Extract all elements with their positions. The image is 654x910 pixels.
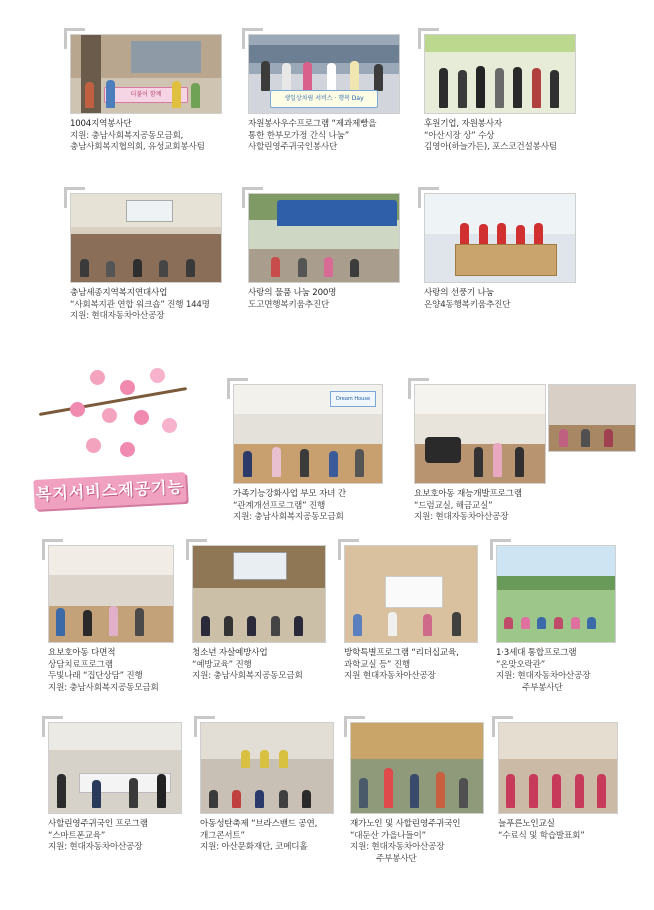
card-family-relationship: [233, 384, 383, 524]
photo-banner: Dream House: [330, 391, 376, 407]
cherry-blossom-illustration: [30, 360, 200, 470]
photo-christmas-concert: [200, 722, 334, 814]
section-title: 복지서비스제공기능: [35, 477, 185, 504]
photo-smartphone-class: [48, 722, 182, 814]
photo-workshop-hall: [70, 193, 222, 283]
card-sponsor-award: [424, 34, 576, 154]
photo-outdoor-games: [496, 545, 616, 643]
photo-counseling-class: [48, 545, 174, 643]
card-talent-program: [414, 384, 546, 524]
photo-lecture-hall: [192, 545, 326, 643]
caption: 요보호아동 재능개발프로그램 “드럼교실, 해금교실” 지원: 현대자동차아산공장: [414, 489, 522, 523]
card-fan-sharing: [424, 193, 576, 311]
card-welfare-workshop: [70, 193, 222, 323]
photo-senior-performance: [498, 722, 618, 814]
caption: 청소년 자살예방사업 “예방교육” 진행 지원: 충남사회복지공동모금회: [192, 648, 303, 682]
caption: 1·3세대 통합프로그램 “온맞오락관” 지원: 현대자동차아산공장 주부봉사단: [496, 648, 591, 693]
card-1004-volunteers: [70, 34, 222, 154]
card-christmas-festival: [200, 722, 334, 854]
photo-mountain-outing: [350, 722, 484, 814]
card-group-counseling: [48, 545, 174, 694]
photo-haegeum-class: [548, 384, 636, 452]
caption: 사랑의 선풍기 나눔 온양4동행복키움추진단: [424, 288, 511, 310]
photo-outdoor-tent: [248, 193, 400, 283]
caption: 사랑의 물품 나눔 200명 도고면행복키움추진단: [248, 288, 337, 310]
caption: 1004지역봉사단 지원: 충남사회복지공동모금회, 충남사회복지협의회, 유성교회봉사팀: [70, 119, 205, 153]
photo-drum-class: [414, 384, 546, 484]
caption: 요보호아동 다면적 상담치료프로그램 두빛나래 “집단상담” 진행 지원: 충남사회복지공동모금회: [48, 648, 159, 693]
photo-award-ceremony: [424, 34, 576, 114]
card-baking-program: [248, 34, 400, 154]
photo-volunteer-group: [70, 34, 222, 114]
caption: 후원기업, 자원봉사자 “아산시장 상” 수상 김영아(하늘가든), 포스코건설봉사팀: [424, 119, 557, 153]
caption: 충남세종지역복지연대사업 “사회복지관 연합 워크숍” 진행 144명 지원: 현대자동차아산공장: [70, 288, 210, 322]
card-suicide-prevention: [192, 545, 326, 683]
card-intergenerational: [496, 545, 616, 694]
caption: 아동성탄축제 “브라스밴드 공연, 개그콘서트” 지원: 아산문화재단, 코메디홀: [200, 819, 318, 853]
caption: 사할린영주귀국인 프로그램 “스마트폰교육” 지원: 현대자동차아산공장: [48, 819, 148, 853]
caption: 재가노인 및 사할린영주귀국인 “대둔산 가을나들이” 지원: 현대자동차아산공장 주부봉사단: [350, 819, 461, 864]
card-senior-class: [498, 722, 618, 842]
card-goods-sharing: [248, 193, 400, 311]
photo-kids-activity: [344, 545, 478, 643]
caption: 가족기능강화사업 부모 자녀 간 “관계개선프로그램” 진행 지원: 충남사회복지공동모금회: [233, 489, 346, 523]
caption: 자원봉사우수프로그램 “제과제빵을 통한 한부모가정 간식 나눔” 사할린영주귀국인봉사단: [248, 119, 377, 153]
photo-banner: 생일상차림 서비스 · 행복 Day: [270, 90, 378, 108]
photo-fan-donation: [424, 193, 576, 283]
caption: 방학특별프로그램 “리더십교육, 과학교실 등” 진행 지원 현대자동차아산공장: [344, 648, 459, 682]
photo-baking-group: [248, 34, 400, 114]
card-autumn-outing: [350, 722, 484, 865]
photo-banner: 더불어 함께: [104, 87, 188, 103]
caption: 늘푸른노인교실 “수료식 및 학습발표회”: [498, 819, 585, 841]
section-ribbon: [33, 472, 186, 510]
card-smartphone-class: [48, 722, 182, 854]
card-vacation-program: [344, 545, 478, 683]
photo-family-class: [233, 384, 383, 484]
